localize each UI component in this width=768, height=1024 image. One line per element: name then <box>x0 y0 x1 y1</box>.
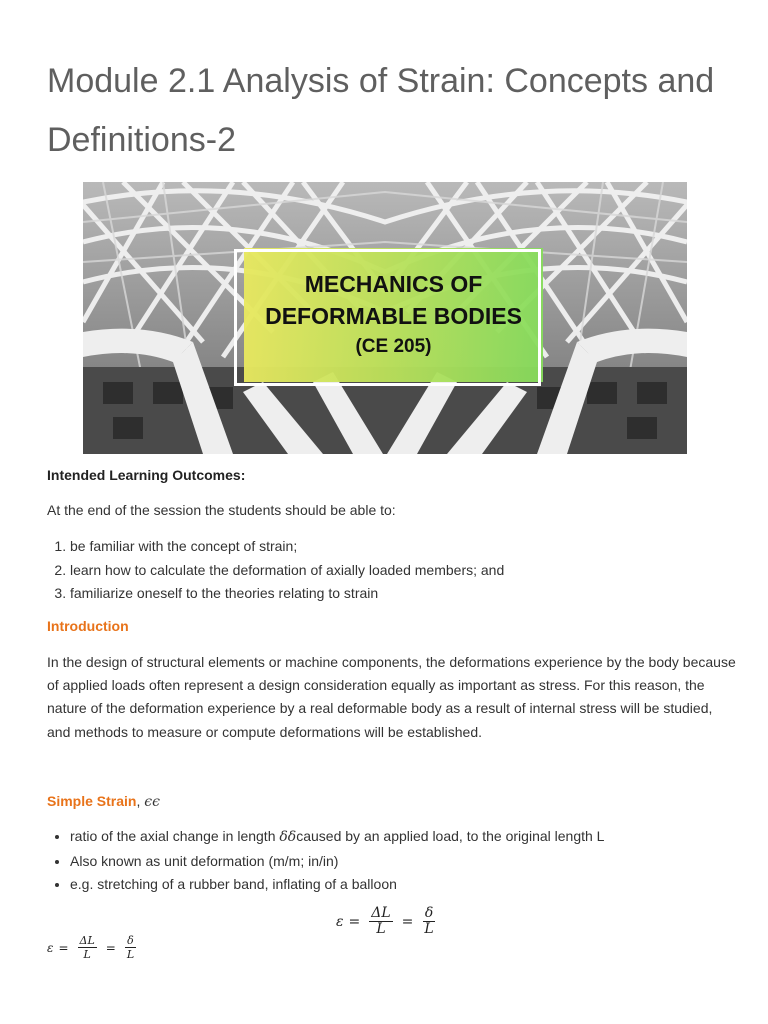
strain-bullets <box>47 825 604 897</box>
bullet-text: ratio of the axial change in length <box>70 828 280 844</box>
introduction-heading: Introduction <box>47 618 129 634</box>
eq-denominator: L <box>376 921 386 937</box>
eq-sign: = <box>58 940 69 955</box>
list-item <box>70 825 604 850</box>
eq-fraction-1 <box>369 906 392 937</box>
banner-line-2: DEFORMABLE BODIES <box>265 303 522 329</box>
eq-lhs: ε <box>336 913 344 930</box>
list-item: 3. familiarize oneself to the theories relating to strain <box>70 582 504 606</box>
eq-numerator: ΔL <box>79 934 95 947</box>
strain-equation-display <box>336 906 440 937</box>
strain-symbol: ϵϵ <box>144 794 160 810</box>
outcomes-heading: Intended Learning Outcomes: <box>47 467 246 483</box>
simple-strain-label: Simple Strain <box>47 793 137 809</box>
page-title: Module 2.1 Analysis of Strain: Concepts and Definitions-2 <box>47 62 715 159</box>
simple-strain-heading <box>47 790 160 814</box>
eq-denominator: L <box>126 948 135 961</box>
list-item: • Also known as unit deformation (m/m; in/in) <box>70 850 604 874</box>
bullet-text: caused by an applied load, to the original length L <box>296 828 605 844</box>
eq-numerator: ΔL <box>371 905 391 921</box>
eq-sign: = <box>348 913 361 930</box>
eq-sign: = <box>105 940 116 955</box>
list-item: 2. learn how to calculate the deformation of axially loaded members; and <box>70 559 504 583</box>
heading-separator: , <box>136 793 145 809</box>
strain-equation-inline <box>47 934 140 961</box>
course-banner-image <box>83 182 687 454</box>
eq-denominator: L <box>424 921 434 937</box>
list-item: 1. be familiar with the concept of strain; <box>70 535 504 559</box>
eq-fraction-2 <box>422 906 435 937</box>
introduction-paragraph: In the design of structural elements or machine components, the deformations experience by the body because of applied loads often represent a design consideration equally as important as stress. For this reason, the nature of the deformation experience by a real deformable body as a result of internal stress will be studied, and methods to measure or compute deformations will be established. <box>47 654 736 740</box>
eq-numerator: δ <box>127 934 134 947</box>
eq-sign: = <box>401 913 414 930</box>
eq-numerator: δ <box>424 905 434 921</box>
delta-symbol: δδ <box>279 829 297 845</box>
eq-fraction-2 <box>125 934 136 961</box>
list-item: • e.g. stretching of a rubber band, inflating of a balloon <box>70 873 604 897</box>
eq-fraction-1 <box>78 934 97 961</box>
banner-line-3: (CE 205) <box>355 336 432 357</box>
eq-lhs: ε <box>47 940 54 955</box>
banner-line-1: MECHANICS OF <box>304 271 483 297</box>
banner-title <box>244 268 543 362</box>
eq-denominator: L <box>83 948 91 961</box>
outcomes-list <box>47 535 504 606</box>
outcomes-intro: At the end of the session the students should be able to: <box>47 502 396 518</box>
